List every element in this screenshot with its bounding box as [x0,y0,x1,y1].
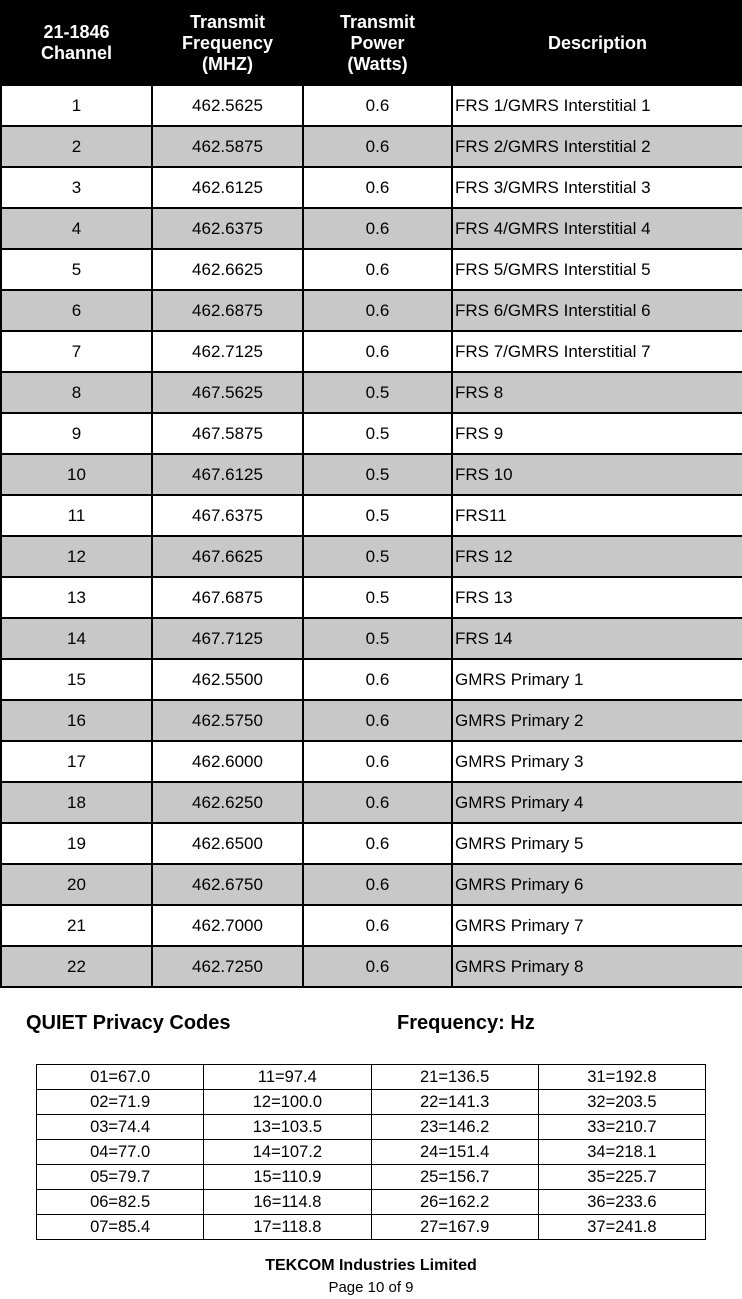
frequency-cell: 462.5750 [152,700,303,741]
channel-cell: 8 [1,372,152,413]
channel-cell: 15 [1,659,152,700]
description-cell: FRS 7/GMRS Interstitial 7 [452,331,742,372]
channel-cell: 19 [1,823,152,864]
frequency-cell: 467.7125 [152,618,303,659]
power-cell: 0.6 [303,700,452,741]
privacy-code-cell: 11=97.4 [204,1065,371,1090]
footer-page-number: Page 10 of 9 [328,1279,414,1296]
frequency-cell: 462.5500 [152,659,303,700]
power-cell: 0.6 [303,126,452,167]
description-cell: FRS 6/GMRS Interstitial 6 [452,290,742,331]
power-cell: 0.6 [303,85,452,126]
power-cell: 0.6 [303,249,452,290]
description-cell: FRS 9 [452,413,742,454]
footer-company: TEKCOM Industries Limited [265,1257,477,1274]
channel-cell: 11 [1,495,152,536]
privacy-code-cell: 24=151.4 [371,1140,538,1165]
channel-table-header [1,1,742,85]
frequency-cell: 467.6875 [152,577,303,618]
privacy-code-cell: 13=103.5 [204,1115,371,1140]
description-cell: GMRS Primary 5 [452,823,742,864]
channel-cell: 22 [1,946,152,987]
frequency-cell: 462.6625 [152,249,303,290]
channel-cell: 13 [1,577,152,618]
table-row [37,1065,706,1090]
channel-cell: 17 [1,741,152,782]
privacy-code-cell: 06=82.5 [37,1190,204,1215]
description-cell: FRS 13 [452,577,742,618]
privacy-code-cell: 16=114.8 [204,1190,371,1215]
privacy-code-cell: 07=85.4 [37,1215,204,1240]
table-row [37,1090,706,1115]
channel-cell: 3 [1,167,152,208]
description-cell: FRS 5/GMRS Interstitial 5 [452,249,742,290]
privacy-codes-frequency-label: Frequency: Hz [397,1012,535,1034]
channel-cell: 21 [1,905,152,946]
privacy-code-cell: 23=146.2 [371,1115,538,1140]
frequency-cell: 467.6375 [152,495,303,536]
frequency-cell: 462.6750 [152,864,303,905]
frequency-cell: 462.6250 [152,782,303,823]
table-row [1,413,742,454]
description-cell: FRS 4/GMRS Interstitial 4 [452,208,742,249]
table-row [1,208,742,249]
description-cell: GMRS Primary 7 [452,905,742,946]
table-row [1,823,742,864]
description-cell: FRS 14 [452,618,742,659]
channel-cell: 10 [1,454,152,495]
power-cell: 0.5 [303,454,452,495]
channel-cell: 6 [1,290,152,331]
header-line: Transmit [339,11,416,32]
header-line: (MHZ) [202,53,253,74]
privacy-code-cell: 22=141.3 [371,1090,538,1115]
frequency-cell: 462.7000 [152,905,303,946]
header-line: Channel [40,43,112,63]
privacy-codes-title: QUIET Privacy Codes [26,1012,231,1034]
power-cell: 0.5 [303,495,452,536]
privacy-code-cell: 33=210.7 [538,1115,705,1140]
privacy-code-cell: 27=167.9 [371,1215,538,1240]
frequency-cell: 462.7250 [152,946,303,987]
channel-cell: 2 [1,126,152,167]
channel-cell: 16 [1,700,152,741]
header-line: 21-1846 [43,22,110,42]
description-cell: FRS 2/GMRS Interstitial 2 [452,126,742,167]
frequency-cell: 467.5875 [152,413,303,454]
header-line: Description [547,32,648,53]
table-row [1,495,742,536]
description-cell: GMRS Primary 2 [452,700,742,741]
description-cell: GMRS Primary 1 [452,659,742,700]
privacy-code-cell: 37=241.8 [538,1215,705,1240]
table-row [1,864,742,905]
privacy-codes-table [36,1064,706,1240]
power-cell: 0.6 [303,864,452,905]
power-cell: 0.5 [303,372,452,413]
privacy-code-cell: 25=156.7 [371,1165,538,1190]
privacy-code-cell: 12=100.0 [204,1090,371,1115]
description-cell: GMRS Primary 6 [452,864,742,905]
power-cell: 0.6 [303,741,452,782]
table-row [1,659,742,700]
table-row [1,372,742,413]
frequency-cell: 462.6125 [152,167,303,208]
privacy-code-cell: 03=74.4 [37,1115,204,1140]
frequency-cell: 462.6375 [152,208,303,249]
table-row [37,1115,706,1140]
frequency-cell: 462.6000 [152,741,303,782]
frequency-cell: 462.5625 [152,85,303,126]
frequency-cell: 467.6625 [152,536,303,577]
description-cell: FRS 1/GMRS Interstitial 1 [452,85,742,126]
header-frequency [152,1,303,85]
privacy-code-cell: 36=233.6 [538,1190,705,1215]
description-cell: FRS 10 [452,454,742,495]
table-row [1,249,742,290]
channel-cell: 14 [1,618,152,659]
power-cell: 0.6 [303,946,452,987]
power-cell: 0.6 [303,331,452,372]
channel-cell: 4 [1,208,152,249]
description-cell: GMRS Primary 4 [452,782,742,823]
channel-cell: 12 [1,536,152,577]
privacy-code-cell: 17=118.8 [204,1215,371,1240]
table-row [37,1190,706,1215]
table-row [1,700,742,741]
channel-cell: 9 [1,413,152,454]
header-channel [1,1,152,85]
privacy-code-cell: 14=107.2 [204,1140,371,1165]
frequency-cell: 462.5875 [152,126,303,167]
header-line: Power [350,32,405,53]
table-row [1,290,742,331]
table-row [1,536,742,577]
privacy-code-cell: 31=192.8 [538,1065,705,1090]
table-row [37,1140,706,1165]
privacy-code-cell: 02=71.9 [37,1090,204,1115]
privacy-code-cell: 15=110.9 [204,1165,371,1190]
channel-cell: 5 [1,249,152,290]
channel-cell: 7 [1,331,152,372]
channel-cell: 18 [1,782,152,823]
description-cell: GMRS Primary 8 [452,946,742,987]
table-row [1,905,742,946]
power-cell: 0.5 [303,536,452,577]
table-row [1,167,742,208]
frequency-cell: 467.5625 [152,372,303,413]
table-row [1,782,742,823]
power-cell: 0.6 [303,905,452,946]
power-cell: 0.5 [303,618,452,659]
description-cell: FRS11 [452,495,742,536]
privacy-code-cell: 01=67.0 [37,1065,204,1090]
table-row [1,741,742,782]
power-cell: 0.6 [303,782,452,823]
header-power [303,1,452,85]
description-cell: FRS 12 [452,536,742,577]
frequency-cell: 462.6875 [152,290,303,331]
table-row [1,454,742,495]
channel-cell: 20 [1,864,152,905]
power-cell: 0.6 [303,290,452,331]
frequency-cell: 467.6125 [152,454,303,495]
table-row [37,1215,706,1240]
privacy-code-cell: 05=79.7 [37,1165,204,1190]
description-cell: FRS 8 [452,372,742,413]
privacy-code-cell: 32=203.5 [538,1090,705,1115]
header-line: (Watts) [347,53,408,74]
power-cell: 0.6 [303,208,452,249]
table-row [1,618,742,659]
privacy-code-cell: 26=162.2 [371,1190,538,1215]
power-cell: 0.6 [303,167,452,208]
privacy-code-cell: 34=218.1 [538,1140,705,1165]
frequency-cell: 462.6500 [152,823,303,864]
privacy-code-cell: 04=77.0 [37,1140,204,1165]
table-row [1,85,742,126]
power-cell: 0.5 [303,413,452,454]
power-cell: 0.5 [303,577,452,618]
description-cell: FRS 3/GMRS Interstitial 3 [452,167,742,208]
table-row [1,946,742,987]
power-cell: 0.6 [303,823,452,864]
table-row [1,577,742,618]
table-row [1,331,742,372]
privacy-code-cell: 21=136.5 [371,1065,538,1090]
header-line: Transmit [189,11,266,32]
frequency-cell: 462.7125 [152,331,303,372]
power-cell: 0.6 [303,659,452,700]
table-row [37,1165,706,1190]
table-row [1,126,742,167]
header-line: Frequency [181,32,274,53]
privacy-code-cell: 35=225.7 [538,1165,705,1190]
description-cell: GMRS Primary 3 [452,741,742,782]
header-description [452,1,742,85]
channel-cell: 1 [1,85,152,126]
